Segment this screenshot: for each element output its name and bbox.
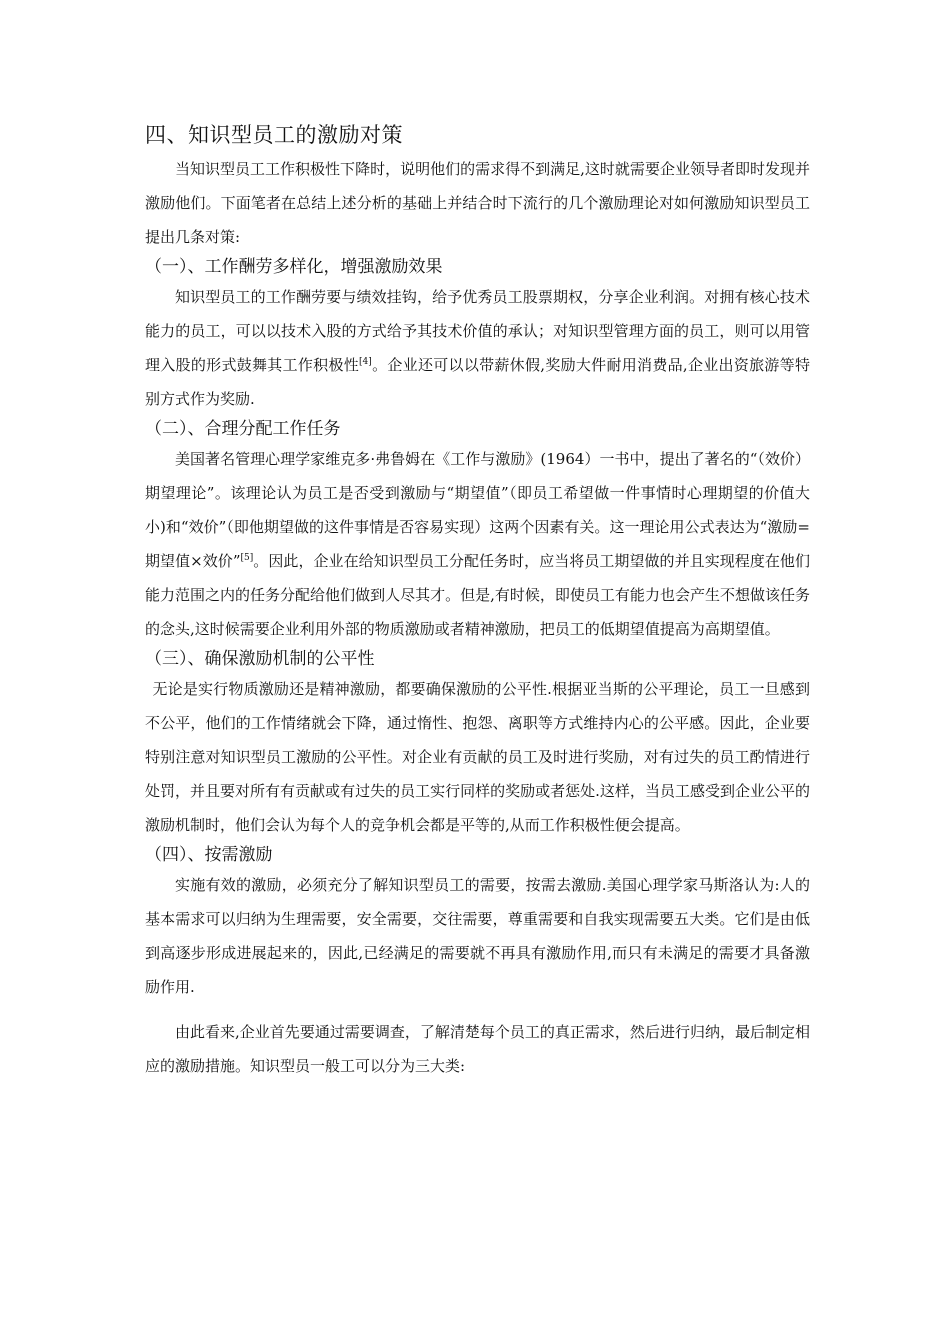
subsection-heading-3: （三）、确保激励机制的公平性 [145, 649, 375, 669]
subsection-2-paragraph [145, 442, 810, 646]
paragraph-text: 知识型员工的工作酬劳要与绩效挂钩，给予优秀员工股票期权，分享企业利润。对拥有核心技术能力的员工，可以以技术入股的方式给予其技术价值的承认；对知识型管理方面的员工，则可以用管理入股的形式鼓舞其工作积极性 [145, 288, 810, 374]
subsection-heading-4: （四）、按需激励 [145, 845, 273, 865]
citation-ref: [4] [359, 357, 372, 367]
subsection-4-paragraph-2: 由此看来,企业首先要通过需要调查，了解清楚每个员工的真正需求，然后进行归纳，最后制定相应的激励措施。知识型员一般工可以分为三大类: [145, 1023, 810, 1075]
section-intro: 当知识型员工工作积极性下降时，说明他们的需求得不到满足,这时就需要企业领导者即时发现并激励他们。下面笔者在总结上述分析的基础上并结合时下流行的几个激励理论对如何激励知识型员工提出几条对策: [145, 160, 810, 246]
document-page [145, 118, 810, 1083]
paragraph-text: 。因此，企业在给知识型员工分配任务时，应当将员工期望做的并且实现程度在他们能力范围之内的任务分配给他们做到人尽其才。但是,有时候，即使员工有能力也会产生不想做该任务的念头,这时候需要企业利用外部的物质激励或者精神激励，把员工的低期望值提高为高期望值。 [145, 552, 810, 638]
subsection-heading-1: （一）、工作酬劳多样化，增强激励效果 [145, 257, 443, 277]
paragraph-text: 美国著名管理心理学家维克多·弗鲁姆在《工作与激励》(1964）一书中，提出了著名的“（效价）期望理论”。该理论认为员工是否受到激励与“期望值”（即员工希望做一件事情时心理期望的价值大小)和“效价”（即他期望做的这件事情是否容易实现）这两个因素有关。这一理论用公式表达为“激励=期望值×效价” [145, 450, 810, 570]
subsection-3-paragraph: 无论是实行物质激励还是精神激励，都要确保激励的公平性.根据亚当斯的公平理论，员工一旦感到不公平，他们的工作情绪就会下降，通过惰性、抱怨、离职等方式维持内心的公平感。因此，企业要特别注意对知识型员工激励的公平性。对企业有贡献的员工及时进行奖励，对有过失的员工酌情进行处罚，并且要对所有有贡献或有过失的员工实行同样的奖励或者惩处.这样，当员工感受到企业公平的激励机制时，他们会认为每个人的竞争机会都是平等的,从而工作积极性便会提高。 [145, 680, 810, 834]
citation-ref: [5] [240, 553, 254, 563]
section-title: 四、知识型员工的激励对策 [145, 123, 403, 147]
subsection-heading-2: （二）、合理分配工作任务 [145, 419, 341, 439]
subsection-4-paragraph-1: 实施有效的激励，必须充分了解知识型员工的需要，按需去激励.美国心理学家马斯洛认为:人的基本需求可以归纳为生理需要，安全需要，交往需要，尊重需要和自我实现需要五大类。它们是由低到高逐步形成进展起来的，因此,已经满足的需要就不再具有激励作用,而只有未满足的需要才具备激励作用. [145, 876, 810, 996]
paragraph-text: 。企业还可以以带薪休假,奖励大件耐用消费品,企业出资旅游等特别方式作为奖励. [145, 356, 810, 408]
subsection-1-paragraph [145, 280, 810, 416]
